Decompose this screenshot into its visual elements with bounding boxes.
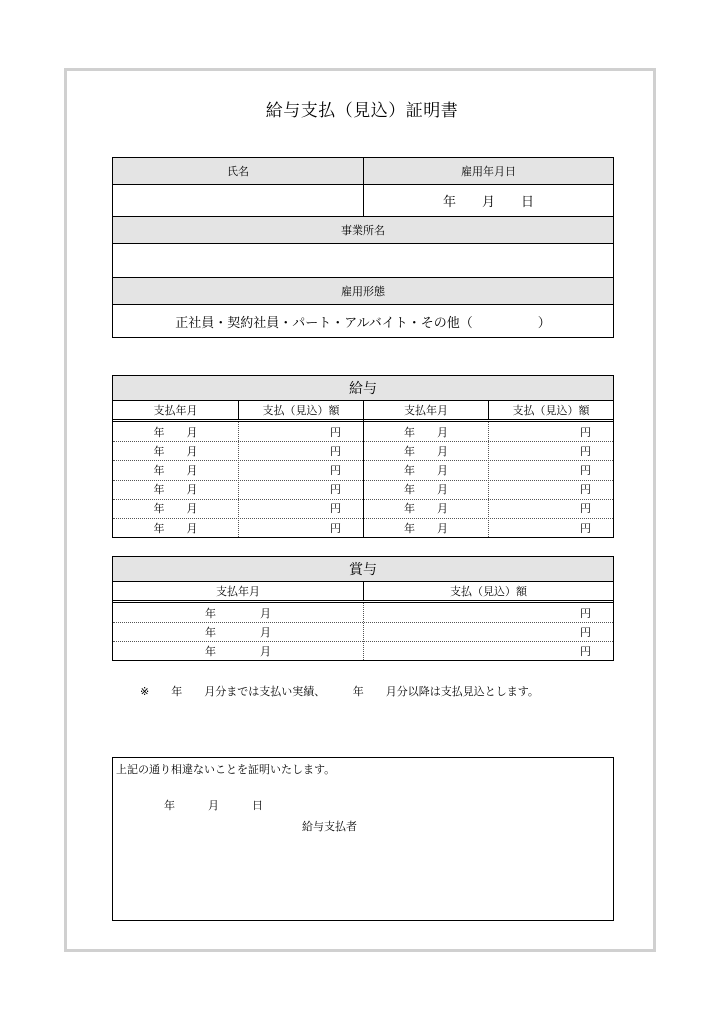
salary-month-cell[interactable]: 年 月 (153, 521, 198, 535)
bonus-amount-cell[interactable]: 円 (580, 644, 591, 658)
salary-month-cell[interactable]: 年 月 (404, 463, 448, 477)
certification-date[interactable]: 年 月 日 (164, 799, 263, 812)
salary-heading: 給与 (113, 376, 613, 400)
divider (488, 401, 489, 419)
salary-amount-cell[interactable]: 円 (330, 502, 341, 516)
salary-month-cell[interactable]: 年 月 (153, 444, 198, 458)
salary-amount-cell[interactable]: 円 (580, 444, 591, 458)
salary-amount-cell[interactable]: 円 (330, 521, 341, 535)
bonus-col-month: 支払年月 (216, 585, 260, 598)
salary-col-amount-left: 支払（見込）額 (262, 404, 340, 417)
salary-col-amount-right: 支払（見込）額 (512, 404, 590, 417)
salary-amount-cell[interactable]: 円 (330, 463, 341, 477)
divider (238, 401, 239, 419)
office-label: 事業所名 (113, 217, 613, 243)
salary-month-cell[interactable]: 年 月 (404, 483, 448, 497)
name-label: 氏名 (113, 158, 363, 184)
salary-month-cell[interactable]: 年 月 (153, 463, 198, 477)
salary-month-cell[interactable]: 年 月 (404, 444, 448, 458)
salary-month-cell[interactable]: 年 月 (404, 425, 448, 439)
certification-border (112, 757, 614, 921)
salary-amount-cell[interactable]: 円 (330, 483, 341, 497)
office-field[interactable] (113, 244, 613, 276)
salary-amount-cell[interactable]: 円 (580, 502, 591, 516)
employment-type-options[interactable]: 正社員・契約社員・パート・アルバイト・その他（ ） (175, 315, 551, 331)
bonus-heading: 賞与 (113, 557, 613, 581)
salary-amount-cell[interactable]: 円 (580, 463, 591, 477)
bonus-month-cell[interactable]: 年 月 (205, 606, 271, 620)
salary-col-month-right: 支払年月 (404, 404, 448, 417)
salary-amount-cell[interactable]: 円 (330, 425, 341, 439)
hire-date-label: 雇用年月日 (364, 158, 613, 184)
bonus-amount-cell[interactable]: 円 (580, 606, 591, 620)
salary-col-month-left: 支払年月 (153, 404, 198, 417)
bonus-month-cell[interactable]: 年 月 (205, 644, 271, 658)
bonus-month-cell[interactable]: 年 月 (205, 625, 271, 639)
salary-month-cell[interactable]: 年 月 (153, 502, 198, 516)
bonus-amount-cell[interactable]: 円 (580, 625, 591, 639)
salary-amount-cell[interactable]: 円 (580, 483, 591, 497)
salary-month-cell[interactable]: 年 月 (404, 502, 448, 516)
payer-label: 給与支払者 (302, 820, 357, 833)
bonus-col-amount: 支払（見込）額 (450, 585, 527, 598)
page-title: 給与支払（見込）証明書 (265, 101, 459, 121)
salary-amount-cell[interactable]: 円 (330, 444, 341, 458)
salary-month-cell[interactable]: 年 月 (404, 521, 448, 535)
divider (363, 582, 364, 600)
salary-amount-cell[interactable]: 円 (580, 425, 591, 439)
certification-statement: 上記の通り相違ないことを証明いたします。 (116, 763, 336, 776)
note-text: ※ 年 月分までは支払い実績、 年 月分以降は支払見込とします。 (140, 685, 539, 698)
salary-amount-cell[interactable]: 円 (580, 521, 591, 535)
employment-type-label: 雇用形態 (113, 278, 613, 304)
salary-month-cell[interactable]: 年 月 (153, 483, 198, 497)
name-field[interactable] (113, 185, 363, 215)
salary-month-cell[interactable]: 年 月 (153, 425, 198, 439)
hire-date-field[interactable]: 年 月 日 (442, 194, 534, 210)
